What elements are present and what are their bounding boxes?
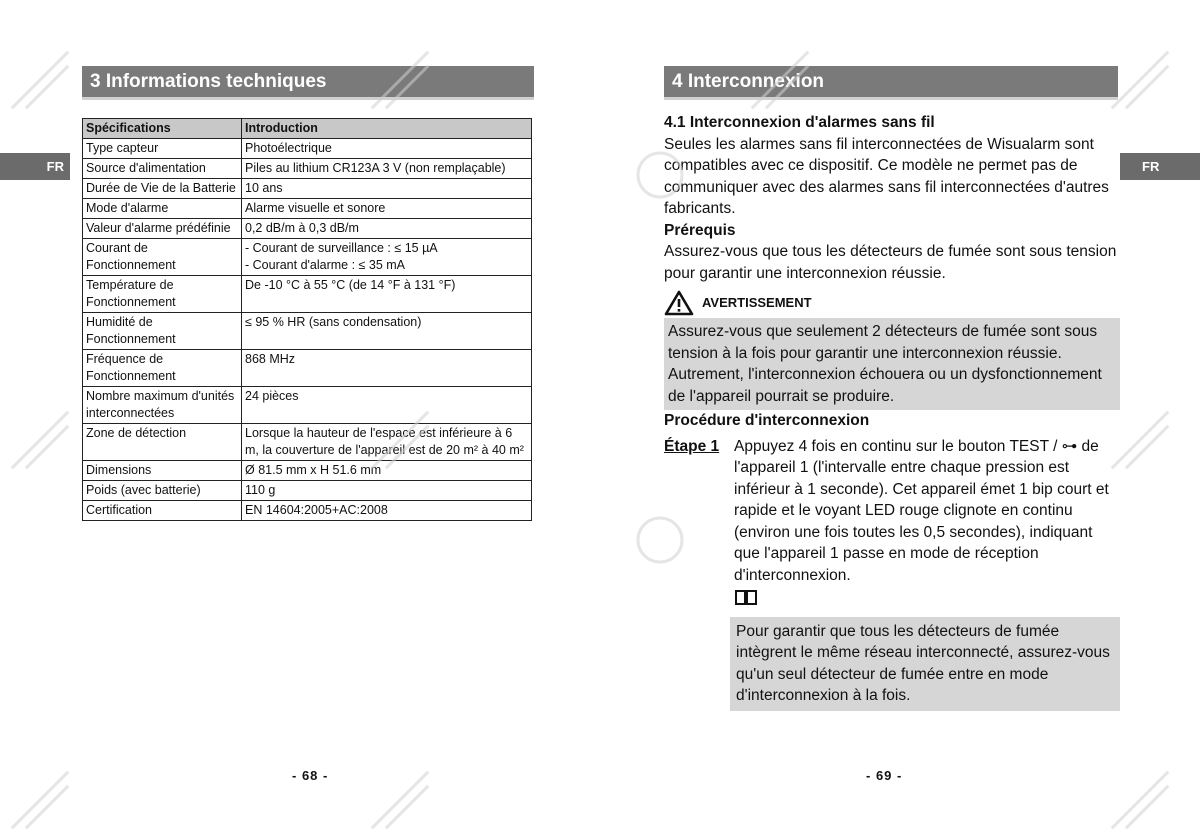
table-row	[83, 219, 532, 239]
spec-name: Valeur d'alarme prédéfinie	[83, 219, 242, 239]
spec-name: Fréquence de Fonctionnement	[83, 350, 242, 387]
step-label: Étape 1	[664, 437, 720, 455]
warning-text: Assurez-vous que seulement 2 détecteurs de fumée sont sous tension à la fois pour garantir une interconnexion réussie. Autrement, l'interconnexion échouera ou un dysfonctionnement de l'appareil pourrait se produire.	[668, 323, 1102, 405]
table-header-row	[83, 119, 532, 139]
specifications-table	[82, 118, 532, 521]
spec-value: 10 ans	[242, 179, 532, 199]
spec-name: Température de Fonctionnement	[83, 276, 242, 313]
prerequisites-text: Assurez-vous que tous les détecteurs de fumée sont sous tension pour garantir une interconnexion réussie.	[664, 243, 1117, 282]
note-book-icon	[734, 588, 1120, 613]
spec-value: De -10 °C à 55 °C (de 14 °F à 131 °F)	[242, 276, 532, 313]
spec-name: Zone de détection	[83, 424, 242, 461]
spec-value: Photoélectrique	[242, 139, 532, 159]
spec-value: 868 MHz	[242, 350, 532, 387]
language-tab: FR	[1120, 153, 1200, 180]
right-page	[600, 0, 1200, 831]
table-row	[83, 424, 532, 461]
section-title: 4 Interconnexion	[664, 66, 1118, 100]
note-box	[730, 617, 1120, 711]
spec-value: 110 g	[242, 481, 532, 501]
spec-value: EN 14604:2005+AC:2008	[242, 501, 532, 521]
spec-name: Dimensions	[83, 461, 242, 481]
table-row	[83, 501, 532, 521]
table-row	[83, 350, 532, 387]
table-row	[83, 313, 532, 350]
spec-name: Courant de Fonctionnement	[83, 239, 242, 276]
table-row	[83, 276, 532, 313]
table-header: Spécifications	[83, 119, 242, 139]
table-row	[83, 199, 532, 219]
procedure-heading: Procédure d'interconnexion	[664, 412, 870, 429]
intro-paragraph: Seules les alarmes sans fil interconnectées de Wisualarm sont compatibles avec ce dispositif. Ce modèle ne permet pas de communiquer avec des alarmes sans fil interconnectées d'autres fabricants.	[664, 135, 1109, 217]
table-row	[83, 239, 532, 276]
table-header: Introduction	[242, 119, 532, 139]
spec-name: Mode d'alarme	[83, 199, 242, 219]
spec-value: - Courant de surveillance : ≤ 15 µA - Courant d'alarme : ≤ 35 mA	[242, 239, 532, 276]
section-title: 3 Informations techniques	[82, 66, 534, 100]
spec-value: Ø 81.5 mm x H 51.6 mm	[242, 461, 532, 481]
procedure-step	[664, 436, 1120, 587]
step-text: Appuyez 4 fois en continu sur le bouton TEST / ⊶ de l'appareil 1 (l'intervalle entre chaque pression est inférieur à 1 seconde). Cet appareil émet 1 bip court et rapide et le voyant LED rouge clignote en continu (environ une fois toutes les 0,5 secondes), indiquant que l'appareil 1 passe en mode de réception d'interconnexion.	[734, 437, 1109, 584]
subsection-title: 4.1 Interconnexion d'alarmes sans fil	[664, 114, 935, 131]
spec-name: Certification	[83, 501, 242, 521]
prerequisites-heading: Prérequis	[664, 221, 736, 239]
spec-value: ≤ 95 % HR (sans condensation)	[242, 313, 532, 350]
table-row	[83, 481, 532, 501]
spec-name: Source d'alimentation	[83, 159, 242, 179]
spec-value: 24 pièces	[242, 387, 532, 424]
table-row	[83, 387, 532, 424]
warning-icon	[664, 290, 694, 316]
spec-value: Piles au lithium CR123A 3 V (non remplaçable)	[242, 159, 532, 179]
spec-name: Poids (avec batterie)	[83, 481, 242, 501]
table-row	[83, 139, 532, 159]
page-number: - 68 -	[292, 768, 329, 783]
language-tab: FR	[0, 153, 70, 180]
warning-box	[664, 318, 1120, 410]
spec-name: Durée de Vie de la Batterie	[83, 179, 242, 199]
spec-name: Humidité de Fonctionnement	[83, 313, 242, 350]
table-row	[83, 461, 532, 481]
spec-name: Type capteur	[83, 139, 242, 159]
table-row	[83, 179, 532, 199]
note-text: Pour garantir que tous les détecteurs de fumée intègrent le même réseau interconnecté, assurez-vous qu'un seul détecteur de fumée entre en mode d'interconnexion à la fois.	[736, 622, 1110, 704]
warning-heading	[664, 290, 1120, 316]
section-content	[664, 112, 1120, 711]
warning-label: AVERTISSEMENT	[702, 295, 812, 311]
spec-name: Nombre maximum d'unités interconnectées	[83, 387, 242, 424]
spec-value: 0,2 dB/m à 0,3 dB/m	[242, 219, 532, 239]
table-row	[83, 159, 532, 179]
spec-value: Lorsque la hauteur de l'espace est inférieure à 6 m, la couverture de l'appareil est de 20 m² à 40 m²	[242, 424, 532, 461]
page-number: - 69 -	[866, 768, 903, 783]
spec-value: Alarme visuelle et sonore	[242, 199, 532, 219]
